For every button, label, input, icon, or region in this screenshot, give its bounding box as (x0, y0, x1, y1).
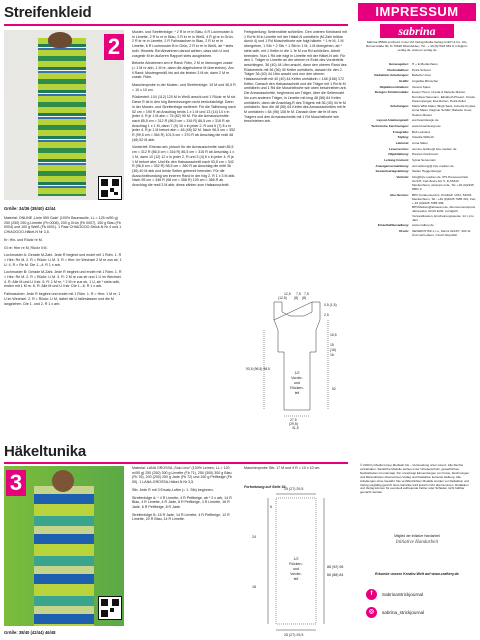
impressum-row (358, 68, 476, 72)
impressum-row (358, 79, 476, 83)
paragraph: Gl re: Hinr re M, Rückr li M. (4, 245, 48, 250)
title-underline (4, 24, 348, 26)
paragraph: Fertigstellung: Seitennähte schließen. Den unteren Kleidrand mit 1 Rd fe M in Limette mit der Häkel-N umhäkeln (M-Zahl teilbar durch 4) und 1 Rd Muschelborte wie folgt häkeln: * 1 fe M, 1 M übergehen, 1 Stb + 2 Stb + 1 Stb in 1 M, 1 M übergehen, ab * stets wdh, mit 1 Kettm in die 1. fe M zur Rd schließen. Arbeit beenden. Nun 1 Rd wie folgt in Limette mit der Häkel-N arb: Für den 1. Träger in Limette an der oberen re Ecke des Vorderteils anschlingen, 36 (40) 44 Lftm anschl, dann den oberen Rand des Rückenteils mit 36 (36) 40 Kettm umhäkeln, danach für den 2. Träger 36 (40) 44 Lftm anschl und nun den oberen Halsausschnitt mit 40 (40) 44 Kettm umhäkeln = 148 (156) 172 Kettm. Danach den Halsausschnitt und die Träger mit 1 Rd fe M umhäkeln und 1 Rd die Muschelborte wie oben beschrieben arb. Die Armausschnitte, beginnend am Träger, über die Seitennaht hin zum anderen Träger, in Limette mit insg 48 (56) 64 Kettm umhäkeln, dann die Anschlag-R des Trägers mit 36 (40) 44 fe M umhäkeln. Nun die 48 (56) 64 Kettm des Armausschnittes mit fe M umhäkeln = 84 (96) 108 fe M. Danach über die fe M des Trägers und den Armausschnitts mit 1 Rd Muschelborte wie beschrieben arb. (244, 30, 347, 124)
svg-text:und: und (294, 381, 300, 385)
paragraph: Streifenfolge A: * 4 R Limette, 4 R Petfbeige, ab * 2 x arb, 14 R Blau, 4 R Limette, 4 R Jade, 8 R Petfbeige, 4 R Limette, 16 R Jade, 6 R Petfbeige, 8 R Jade. (132, 495, 232, 509)
dim-label: (16) (330, 348, 337, 352)
dim-label: 93,5 (96,5) 98,5 (246, 367, 270, 371)
instagram-label: sabrina_strickjournal (382, 610, 425, 615)
impressum-value: ww.freiertdesign.de (412, 118, 439, 123)
paragraph: Rückenteil: 104 (112) 120 M in Weiß anschl und 1 Rückr re M str. Diese R ist in den folg Berechnungen nicht berücksichtigt. Dann in der Muster- und Streifenfolge weiterstr. Für die Taillierung nach 52 cm = 190 R ab Anschlag beids 1 x 1 M und 13 (14) 14 x in jeder 4. R je 1 M abn = 76 (82) 90 M. Für die Armausschnitte nach 85,5 cm = 312 R (86,5 cm = 316 R) 86,5 cm = 316 R ab Anschlag 1 x 1 M, dann 7 (9) 10 x in jeder 2. R und 6 (7) 8 x in jeder 4. R je 1 M betont abn = 48 (48) 52 M. Nach 96,5 cm = 352 R (99,5 cm = 364 R) 101,5 cm = 370 R ab Anschlag die restl 48 (48) 52 M abk. (132, 95, 236, 142)
impressum-header: IMPRESSUM (358, 3, 476, 21)
svg-text:teil: teil (294, 391, 300, 395)
facebook-link[interactable] (366, 589, 423, 600)
dim-label: 24 (252, 535, 256, 539)
size-caption: Größe: 34/36 (38/40) 42/44 (4, 206, 56, 211)
impressum-key: Vertrieb: (396, 175, 409, 180)
impressum-value: Anna Maier (412, 140, 428, 145)
impressum-key: Gesamtverlagsleitung: (375, 169, 409, 174)
paragraph: Lochmuster A: Gerade M-Zahl. Jede R beginnt und endet mit 1 Rdm. 1. R = Hinr: Re M. 2. R = Rückr: Li M. 3. R = Hinr: Im Wechsel 2 M re zus str, 1 U. 4. R = Re M. Die 1.–4. R 1 x arb. (4, 253, 122, 267)
model-number-badge: 3 (6, 470, 26, 496)
size-caption: Größe: 38/40 (42/44) 46/48 (4, 630, 56, 635)
impressum-row (358, 118, 476, 122)
svg-text:und: und (293, 567, 299, 571)
impressum-list (358, 62, 476, 239)
impressum-row (358, 141, 476, 145)
impressum-row (358, 229, 476, 237)
impressum-value: info@bpv-medien.de, IPS Pressevertrieb GmbH, Carl-Zeiss-Str. 5, D-53340 Meckenheim, www.ips-d.de, Tel. +49 (0)2225 8801 0 (412, 175, 474, 192)
continuation-note: Fortsetzung auf Seite 34 (244, 485, 286, 489)
impressum-key: Styling: (397, 135, 409, 140)
impressum-value: BPV Kundenservice, Postfach 1331, 53333 Meckenheim, Tel.: +49 (0)2225 7085 321, Fax: + 49 (0)2225 7085 399, BPVMedien@aboteam.de, Abonnementspreis Jahresabo: 93,00 EUR, zuzüglich Versandkosten, Erscheinungsweise: 12 x pro Jahr (412, 193, 477, 222)
instructions-column-3 (244, 30, 348, 127)
impressum-value: Hannes Dockmann (412, 152, 439, 157)
impressum-value: Evelyn Hoon, Ursula & Melanie Marzer, Dorothea Neumann, Elisabeth Plauert, Ursula Pannenpergel, Eva Rotten, Petra Zeller (412, 90, 475, 103)
paragraph: Material: ONLINE „Linie 559 Gala“ (100% Baumwolle, LL = 125 m/50 g) 250 (250) 250 g Limette (Fb 0008), 200 g Grün (Fb 0007), 150 g Blau (Fb 0004) und 100 g Weiß (Fb 0001). 1 Paar CHIAOGOO-Strick-N Nr 4 und 1 CHIAOGOO-Häkel-N Nr 3,5. (4, 216, 122, 235)
impressum-row (358, 169, 476, 173)
paragraph: Streifenfolge B: 16 R Jade, 14 R Limette, 4 R Petfbeige, 12 R Limette, 20 R Blau, 14 R Limette. (132, 512, 230, 522)
impressum-row (358, 164, 476, 168)
impressum-row (358, 85, 476, 89)
svg-text:Rücken-: Rücken- (289, 562, 303, 566)
impressum-row (358, 130, 476, 134)
impressum-row (358, 124, 476, 128)
qr-code (98, 596, 122, 620)
dim-label: 12,5 (284, 292, 291, 296)
impressum-row (358, 135, 476, 139)
impressum-row (358, 193, 476, 222)
svg-text:Vorder-: Vorder- (291, 376, 303, 380)
impressum-row (358, 73, 476, 77)
dim-label: 52 (332, 387, 336, 391)
instructions-column-3b (244, 466, 348, 474)
impressum-value: Verena Spies (412, 84, 431, 89)
facebook-label: SabrinaStrickjournal (382, 592, 424, 597)
impressum-key: Einzelheftbestellung: (377, 223, 409, 228)
tunic-schematic (244, 478, 348, 638)
dim-label: 27,5 (290, 418, 297, 422)
dim-label: 16,5 (330, 333, 337, 337)
impressum-key: Druck: (399, 228, 409, 233)
sabrina-logo: sabrina (380, 24, 454, 38)
title-underline (4, 462, 348, 464)
impressum-key: Leitung Content: (384, 158, 409, 162)
paragraph: Material: LANA GROSSA „Solo Lino“ (100% Leinen, LL = 120 m/50 g) 250 (250) 300 g Limette (Fb 71), 250 (300) 300 g Blau (Fb 76), 200 (200) 250 g Jade (Fb 72) und 150 g Petfbeige (Fb 55). 1 LANA-GROSSA-Häkel-N Nr 3,5. (132, 466, 232, 485)
instagram-link[interactable] (366, 607, 424, 618)
dim-label: 15 (330, 343, 334, 347)
dim-label: 7,5 (304, 292, 309, 296)
dim-label: 88 (92) 96 (327, 565, 344, 569)
impressum-key: Leserservice: (389, 146, 409, 151)
impressum-value: vermarktung@ bpv-medien.de (412, 163, 454, 168)
impressum-value: service-hotline@ bpv-medien.de (412, 146, 457, 151)
impressum-row (358, 147, 476, 151)
impressum-row (358, 158, 476, 162)
impressum-key: Redaktion Anleitungen: (374, 73, 409, 78)
instructions-column-1 (4, 216, 122, 309)
impressum-key: Grafik: (399, 79, 409, 84)
paragraph: Fallmaschen: Jede R beginnt und endet mit 1 Rdm. 1. R = Hinr: 1 M re, 1 U im Wechsel. 2. R = Rückr: Li M, dabei die U fallenlassen und die M langziehen. Die 1. und 2. R 1 x arb. (4, 292, 121, 306)
impressum-row (358, 152, 476, 156)
impressum-key: Herausgeber: (389, 62, 409, 66)
impressum-key: Abo-Service: (389, 193, 409, 198)
impressum-value: SEVEROTISK s.r.o., Mezni 3213/7, 400 11 Ústí nad Labem, Czech Republic (412, 228, 471, 238)
paragraph: Kr: Hin- und Rückr re M. (4, 237, 43, 242)
impressum-value: www.freiertdesign.de (412, 123, 441, 128)
instagram-icon: ◎ (366, 607, 377, 618)
impressum-value: Stefan Heggenberger (412, 169, 442, 174)
dim-label: 7,5 (296, 292, 301, 296)
instructions-column-2b (132, 466, 236, 525)
paragraph: Betonte Abnahmen am re Rand: Rdm, 2 M re überzogen zusstr (= 1 M re abh, 1 M re, dann die abgehobene M überziehen). Am li Rand: Mustergemäß bis auf die letzten 3 M str, dann 2 M re zusstr, Rdm. (132, 61, 234, 80)
dress-schematic (244, 290, 348, 430)
impressum-key: Fotografie: (392, 129, 409, 134)
impressum-key: Anleitungen: (390, 104, 409, 109)
dim-label: 66 (88) 84 (327, 573, 344, 577)
dim-label: 25 (27) 29,5 (284, 633, 304, 637)
paragraph: Lochmuster B: Gerade M-Zahl. Jede R beginnt und endet mit 1 Rdm. 1. R = Hinr: Re M. 2. R = Rückr: Li M. 3. R: 2 M re zus str und 1 U im Wechsel. 4. R: Alle M und U li str. 5. R: 1 M re, * 2 M re zus str, 1 U, ab * stets wdh, enden mit 1 M re. 6. R: Alle M und U li str. Die 1.–6. R 1 x arb. (4, 270, 122, 289)
section-title-streifenkleid: Streifenkleid (4, 4, 92, 21)
svg-text:Rücken-: Rücken- (290, 386, 304, 390)
member-text: Mitglied der Initiative Handarbeit (394, 534, 440, 538)
dim-label: (29,5) (289, 422, 298, 426)
paragraph: Vorderteil: Ebenso arb, jedoch für die Armausschnitte nach 85,5 cm = 312 R (86,5 cm = 316 R) 86,5 cm = 316 R ab Anschlag 1 x 1 M, dann 10 (12) 12 x in jeder 2. R und 3 (4) 6 x in jeder 4. R je 1 M betont abn. Und für den Halsausschnitt nach 93,5 cm = 342 R (96,5 cm = 352 R) 98,5 cm = 360 R ab Anschlag die mittl 36 (36) 40 M abk und beide Seiten getrennt beenden. Für die Ausschnittrundung am inneren Rand in der folg 2. R 1 x 3 M abk. Nach 95 cm = 346 R (98 cm = 358 R) 100 cm = 366 R ab Anschlag die restl 3 M abk; diese zählen zum Halsausschnitt. (132, 145, 236, 188)
dim-label: 16 (330, 353, 334, 357)
dim-label: (8) (302, 296, 307, 300)
impressum-row (358, 90, 476, 102)
impressum-key: Designs Strickmodelle: (374, 90, 409, 95)
publisher-address: Sabrina 05600 erscheint in der OZ Verlag Media-Verlag GmbH & Co. KG, Römerstraße 90, D-79618 Rheinfelden, Tel.: + 49 (0)7623 964 0, info@oz-verlag.de, www.oz-verlag.de (366, 40, 468, 52)
impressum-value: Bob Leinders (412, 129, 431, 134)
paragraph: Maschenprobe in der Muster- und Streifenfolge: 19 M und 36,5 R = 10 x 10 cm. (132, 83, 236, 92)
paragraph: Maschenprobe Stb: 17 M und 9 R = 10 x 10 cm. (244, 466, 321, 470)
craftery-link[interactable]: Erkunde unsere Kreativ-Welt auf www.craftery.de (375, 572, 459, 576)
section-title-haekeltunika: Häkeltunika (4, 443, 86, 460)
schematic-center-label: 1/2 (294, 371, 300, 375)
impressum-key: Objektleitung: (388, 152, 409, 157)
initiative-logo: Initiative Handarbeit (395, 540, 439, 545)
impressum-row (358, 62, 476, 66)
paragraph: Stb: Jede R mit 3 Ersatz-Luftm (= 1. Stb) beginnen. (132, 487, 214, 492)
instructions-column-2 (132, 30, 236, 191)
impressum-row (358, 175, 476, 191)
dim-label: (12,5) (278, 296, 287, 300)
impressum-value: Claudia Wilitsch (412, 135, 435, 140)
copyright-text: © 2020 by Media Group Medweb AG – Verwendung unter Lizenz. Alle Rechte vorbehalten. Sämtliche Modelle stehen unter Urheberschutz, gewerbliches Nacharbeiten ist untersagt. Für unverlangt Einsendungen von Fotos, Zeichnungen und Manuskripten übernehmen Verlag und Redaktion keinerlei Haftung. Alle Anleitungen ohne Gewähr. Die veröffentlichten Modelle wurden vor Redaktion und Verlag sorgfältig geprüft. Eine Garantie wird jedoch nicht übernommen. Redaktion und Verlag können für eventuell auftretende Fehler oder Schäden nicht haftbar gemacht werden. (360, 463, 470, 495)
impressum-row (358, 104, 476, 116)
impressum-key: Technische Zeichnungen: (371, 123, 409, 128)
dim-label: 2,5 (324, 313, 329, 317)
impressum-key: Anzeigenvermarktung: (375, 163, 409, 168)
impressum-value: Sylvia Serwonski (412, 158, 436, 162)
impressum-value: www.craftery.de (412, 223, 434, 228)
impressum-value: Maria Wille Maier, Birgit Sack, Annette Krypka, Anna Maier, Dagmar Schätz, Babette Umer, Helene Mewer (412, 104, 476, 117)
impressum-key: Objektkoordination: (379, 84, 409, 89)
impressum-value: Babette Umer (412, 73, 432, 78)
impressum-row (358, 223, 476, 227)
impressum-value: H + E Medienhaus (412, 62, 438, 66)
svg-text:Vorder-: Vorder- (290, 572, 302, 576)
model-number-badge: 2 (104, 34, 124, 60)
facebook-icon: f (366, 589, 377, 600)
svg-text:teil: teil (293, 577, 299, 581)
dim-label: 0,5 (1,5) (324, 303, 337, 307)
dim-label: 18 (252, 585, 256, 589)
svg-text:1/2: 1/2 (293, 557, 299, 561)
dim-label: 31,5 (292, 426, 299, 430)
impressum-key: Chefredaktion: (387, 67, 409, 72)
paragraph: Muster- und Streifenfolge: * 2 R kr re in Blau, 6 R Lochmuster A in Limette, 2 R kr re in Blau, 2 R kr re in Weiß, 4 R gl re in Grün, 2 R kr re in Limette, 2 R Fallmaschen in Blau, 2 R kr re in Limette, 6 R Lochmuster B in Grün, 2 R kr re in Weiß, ab * stets wdh. Hinweis: Bei Abnahmen darauf achten, dass sich U und zusgestr M im äußeren Rapport stets ausgleichen. (132, 30, 234, 58)
dim-label: 25 (27) 29,5 (284, 487, 304, 491)
impressum-key: Lektorat: (395, 140, 409, 145)
impressum-value: Angelika Münscher (412, 79, 439, 84)
impressum-key: Layout Anleitungsteil: (376, 118, 409, 123)
dim-label: (8) (294, 296, 299, 300)
dim-label: 6 (270, 505, 272, 509)
qr-code (98, 176, 122, 200)
impressum-value: Petra Schurer (412, 67, 432, 72)
